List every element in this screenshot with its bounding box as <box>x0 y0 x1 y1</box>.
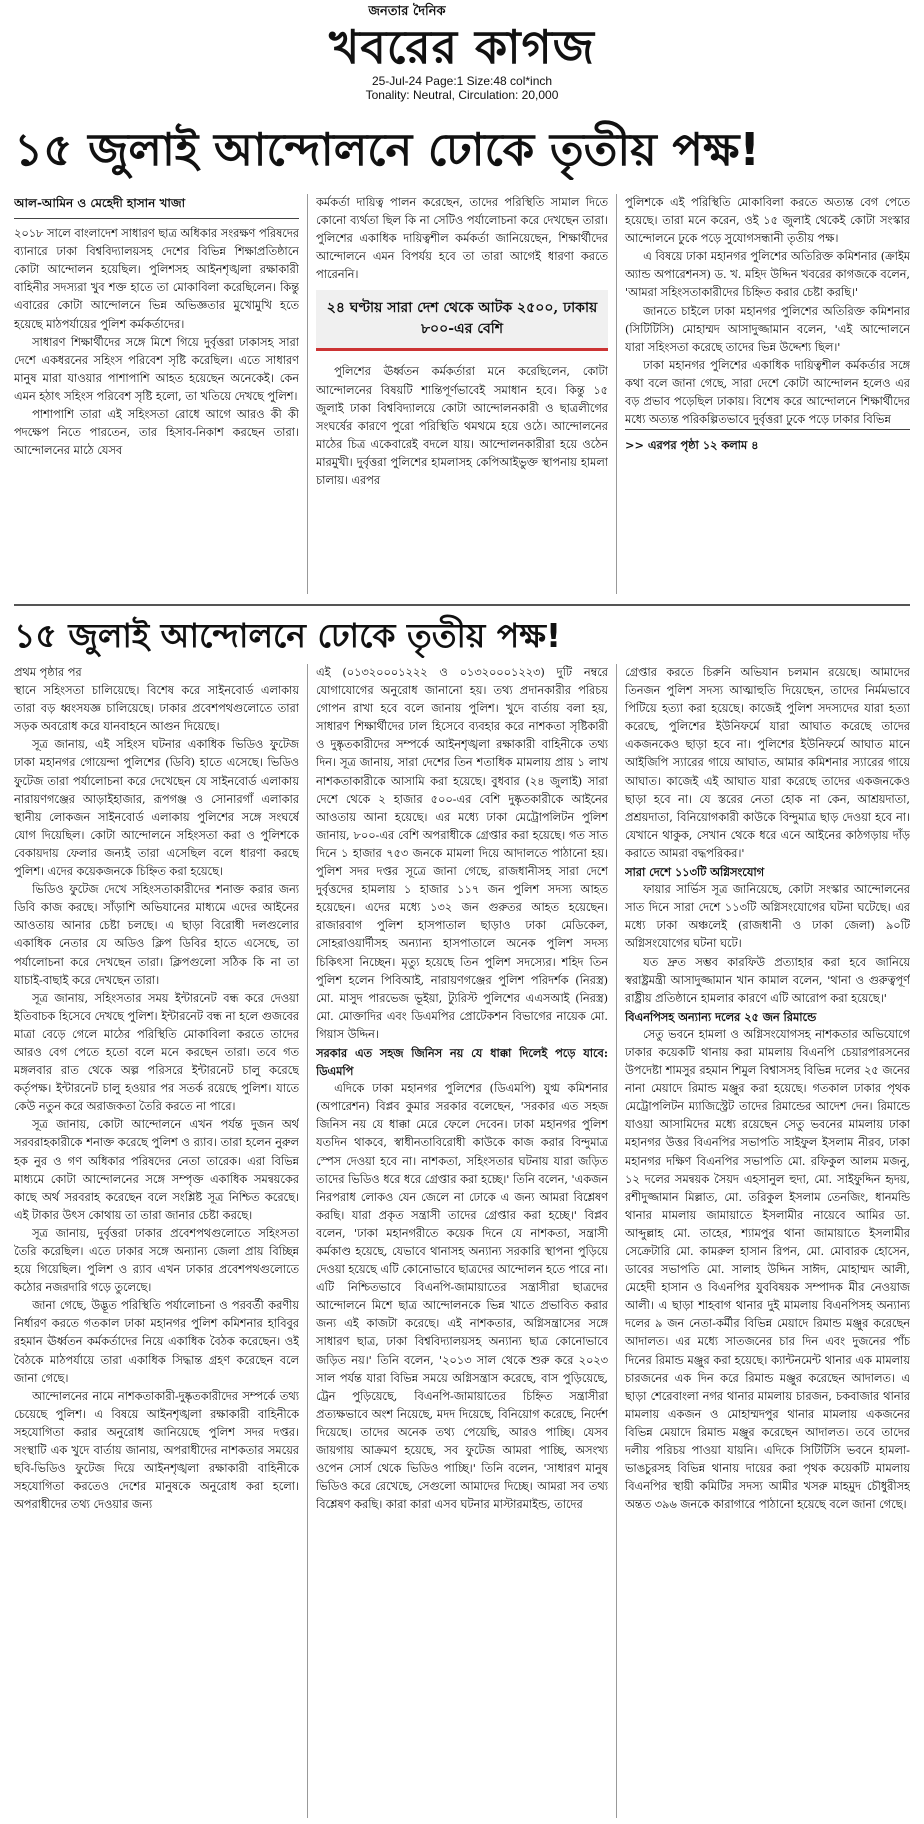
paragraph: সূত্র জানায়, এই সহিংস ঘটনার একাধিক ভিডিও ফুটেজ ঢাকা মহানগর গোয়েন্দা পুলিশের (ডিবি) হাতে এসেছে। ভিডিও ফুটেজ তারা পর্যালোচনা করে দেখেছেন যে সাইনবোর্ড এলাকায় নারায়ণগঞ্জের আড়াইহাজার, রূপগঞ্জ ও সোনারগাঁ এলাকার স্থানীয় লোকজন সাইনবোর্ড এলাকায় পুলিশের সঙ্গে সংঘর্ষে যোগ দিয়েছিল। কোটা আন্দোলনে সহিংসতা করা ও পুলিশকে বেকায়দায় ফেলার জন্যই তারা এসেছিল বলে ধারণা করছে পুলিশ। এদের কয়েকজনকে চিহ্নিত করা হয়েছে। <box>14 738 299 879</box>
clipping-meta-line2: Tonality: Neutral, Circulation: 20,000 <box>365 88 559 102</box>
top-headline: ১৫ জুলাই আন্দোলনে ঢোকে তৃতীয় পক্ষ! <box>14 123 760 176</box>
top-column-3 <box>625 194 910 588</box>
paragraph: সেতু ভবনে হামলা ও অগ্নিসংযোগসহ নাশকতার অভিযোগে ঢাকার কয়েকটি থানায় করা মামলায় বিএনপি চেয়ারপারসনের উপদেষ্টা শামসুর রহমান শিমুল বিশ্বাসসহ বিভিন্ন দলের ২৫ জনের নানা মেয়াদে রিমান্ড মঞ্জুর করা হয়েছে। গতকাল ঢাকার পৃথক মেট্রোপলিটন ম্যাজিস্ট্রেট তাদের রিমান্ডের আদেশ দেন। রিমান্ডে যাওয়া আসামিদের মধ্যে রয়েছেন সেতু ভবনের মামলায় ঢাকা মহানগর উত্তর বিএনপির সভাপতি সাইফুল ইসলাম নীরব, ঢাকা মহানগর দক্ষিণ বিএনপির সভাপতি মো. রফিকুল আলম মজনু, ১২ দলের সমন্বয়ক সৈয়দ এহসানুল হুদা, মো. সাইফুদ্দিন হৃদয়, রশীদুজ্জামান মিল্লাত, মো. তরিকুল ইসলাম তেনজিং, ধানমন্ডি থানার মামলায় জামায়াতে ইসলামীর নায়েবে আমির ডা. আব্দুল্লাহ মো. তাহের, শ্যামপুর থানা জামায়াতে ইসলামীর সেক্রেটারি মো. কামরুল হাসান রিপন, মো. মোবারক হোসেন, ডাবের সভাপতি মো. সালাহ উদ্দিন সাঈদ, মোহাম্মদ আলী, মেহেদী হাসান ও বিএনপির যুববিষয়ক সম্পাদক মীর নেওয়াজ আলী। এ ছাড়া শাহবাগ থানার দুই মামলায় বিএনপিসহ অন্যান্য দলের ৯ জন নেতা-কর্মীর বিভিন্ন মেয়াদে রিমান্ড মঞ্জুর করেছেন আদালত। এর মধ্যে সাতজনের চার দিন এবং দুজনের পাঁচ দিনের রিমান্ড মঞ্জুর করা হয়েছে। ক্যান্টনমেন্ট থানার এক মামলায় চারজনের এক দিন করে রিমান্ড মঞ্জুর করেছেন আদালত। এ ছাড়া শেরেবাংলা নগর থানার মামলায় চারজন, চকবাজার থানার মামলায় একজন ও মোহাম্মদপুর থানার মামলায় একজনের বিভিন্ন মেয়াদে রিমান্ড মঞ্জুর করেছেন আদালত। তবে তাদের দলীয় পরিচয় পাওয়া যায়নি। এদিকে সিটিটিসি ভবনে হামলা-ভাঙচুরসহ বিভিন্ন থানায় দায়ের করা পৃথক কয়েকটি মামলায় বিএনপির স্থায়ী কমিটির সদস্য আমীর খসরু মাহমুদ চৌধুরীসহ অন্তত ৩৯৬ জনকে কারাগারে পাঠানো হয়েছে বলে জানা গেছে। <box>625 1027 910 1512</box>
paragraph: পাশাপাশি তারা এই সহিংসতা রোধে আগে আরও কী কী পদক্ষেপ নিতে পারতেন, তার হিসাব-নিকাশ করছেন তারা। আন্দোলনের মাঠে যেসব <box>14 408 299 458</box>
bottom-column-1 <box>14 664 299 1818</box>
column-divider <box>616 664 617 1818</box>
paragraph: সাধারণ শিক্ষার্থীদের সঙ্গে মিশে গিয়ে দুর্বৃত্তরা ঢাকাসহ সারা দেশে একধরনের সহিংস পরিবেশ সৃষ্টি করেছিল। এতে সাধারণ মানুষ মারা যাওয়ার পাশাপাশি আহত হয়েছেন অনেকেই। কেন এমন হঠাৎ সহিংস পরিবেশ সৃষ্টি হলো, তা খতিয়ে দেখছে পুলিশ। <box>14 335 299 403</box>
pull-quote: ২৪ ঘণ্টায় সারা দেশ থেকে আটক ২৫০০, ঢাকায় ৮০০-এর বেশি <box>316 290 608 351</box>
paragraph: ফায়ার সার্ভিস সূত্র জানিয়েছে, কোটা সংস্কার আন্দোলনের সাত দিনে সারা দেশে ১১৩টি অগ্নিসংযোগের ঘটনা ঘটেছে। এর মধ্যে ঢাকা অঞ্চলেই (রাজধানী ও ঢাকা জেলা) ৯০টি অগ্নিসংযোগের ঘটনা ঘটে। <box>625 883 910 951</box>
masthead <box>0 4 924 102</box>
subheading: বিএনপিসহ অন্যান্য দলের ২৫ জন রিমান্ডে <box>625 1009 817 1024</box>
bottom-column-2 <box>316 664 608 1818</box>
paragraph: এদিকে ঢাকা মহানগর পুলিশের (ডিএমপি) যুগ্ম কমিশনার (অপারেশন) বিপ্লব কুমার সরকার বলেছেন, 'সরকার এত সহজ জিনিস নয় যে ধাক্কা মেরে ফেলে দেবেন। ঢাকা মহানগর পুলিশ যতদিন থাকবে, স্বাধীনতাবিরোধী কাউকে কাজ করার বিন্দুমাত্র স্পেস দেওয়া হবে না। নাশকতা, সহিংসতার ঘটনায় যারা জড়িত তাদের ভিডিও ধরে ধরে গ্রেপ্তার করা হচ্ছে।' তিনি বলেন, 'একজন নিরপরাধ লোকও যেন জেলে না ঢোকে এ জন্য আমরা বিশ্লেষণ করছি। যারা প্রকৃত সন্ত্রাসী তাদের গ্রেপ্তার করা হচ্ছে।' বিপ্লব বলেন, 'ঢাকা মহানগরীতে কয়েক দিনে যে নাশকতা, সন্ত্রাসী কর্মকাণ্ড হয়েছে, যেভাবে থানাসহ অন্যান্য সরকারি স্থাপনা পুড়িয়ে দেওয়া হয়েছে এটি কোনোভাবে ছাত্রদের আন্দোলন হতে পারে না। এটি নিশ্চিতভাবে বিএনপি-জামায়াতের সন্ত্রাসীরা ছাত্রদের আন্দোলনে মিশে ছাত্র আন্দোলনকে ভিন্ন খাতে প্রভাবিত করার জন্য এই কাজটা করেছে। এই নাশকতার, অগ্নিসন্ত্রাসের সঙ্গে সাধারণ ছাত্র, ঢাকা বিশ্ববিদ্যালয়সহ অন্যান্য ছাত্র কোনোভাবে জড়িত নয়।' তিনি বলেন, '২০১৩ সাল থেকে শুরু করে ২০২৩ সাল পর্যন্ত যারা বিভিন্ন সময়ে অগ্নিসন্ত্রাস করেছে, বাস পুড়িয়েছে, ট্রেন পুড়িয়েছে, বিএনপি-জামায়াতের চিহ্নিত সন্ত্রাসীরা প্রত্যক্ষভাবে অংশ নিয়েছে, মদদ দিয়েছে, বিনিয়োগ করেছে, নির্দেশ দিয়েছে। তাদের অনেক তথ্য পেয়েছি, আরও পাচ্ছি। যেসব জায়গায় আক্রমণ হয়েছে, সব ফুটেজ আমরা পাচ্ছি, অসংখ্য ওপেন সোর্স থেকে ভিডিও পাচ্ছি।' তিনি বলেন, 'সাধারণ মানুষ ভিডিও করে রেখেছে, সেগুলো আমাদের দিচ্ছে। আমরা সব তথ্য বিশ্লেষণ করছি। কারা কারা এসব ঘটনার মাস্টারমাইন্ড, তাদের <box>316 1082 608 1512</box>
paragraph: ঢাকা মহানগর পুলিশের একাধিক দায়িত্বশীল কর্মকর্তার সঙ্গে কথা বলে জানা গেছে, সারা দেশে কোটা আন্দোলন হলেও এর বড় প্রভাব পড়েছিল ঢাকায়। বিশেষ করে আন্দোলনে শিক্ষার্থীদের মধ্যে অত্যন্ত পরিকল্পিতভাবে দুর্বৃত্তরা ঢুকে পড়ে ঢাকার বিভিন্ন <box>625 358 910 427</box>
paragraph: আন্দোলনের নামে নাশকতাকারী-দুষ্কৃতকারীদের সম্পর্কে তথ্য চেয়েছে পুলিশ। এ বিষয়ে আইনশৃঙ্খলা রক্ষাকারী বাহিনীকে সহযোগিতা করার অনুরোধ জানিয়েছে পুলিশ সদর দপ্তর। সংস্থাটি এক খুদে বার্তায় জানায়, অপরাধীদের নাশকতার সময়ের ছবি-ভিডিও ফুটেজ দিয়ে আইনশৃঙ্খলা রক্ষাকারী বাহিনীকে সহযোগিতা করতেও দেশের মানুষকে অনুরোধ করা হলো। অপরাধীদের তথ্য দেওয়ার জন্য <box>14 1389 299 1512</box>
paragraph: সূত্র জানায়, দুর্বৃত্তরা ঢাকার প্রবেশপথগুলোতে সহিংসতা তৈরি করেছিল। এতে ঢাকার সঙ্গে অন্যান্য জেলা প্রায় বিচ্ছিন্ন হয়ে গিয়েছিল। পুলিশ ও র‍্যাব এখন ঢাকার প্রবেশপথগুলোতে কঠোর নজরদারি গড়ে তুলেছে। <box>14 1226 299 1295</box>
column-divider <box>307 664 308 1818</box>
newspaper-name: খবরের কাগজ <box>329 20 595 74</box>
paragraph: পুলিশের ঊর্ধ্বতন কর্মকর্তারা মনে করেছিলেন, কোটা আন্দোলনের বিষয়টি শান্তিপূর্ণভাবেই সমাধান হবে। কিন্তু ১৫ জুলাই ঢাকা বিশ্ববিদ্যালয়ে কোটা আন্দোলনকারী ও ছাত্রলীগের সংঘর্ষের কারণে পুরো পরিস্থিতি থমথমে হয়ে ওঠে। আন্দোলনের মাঠের চিত্র একেবারেই বদলে যায়। আন্দোলনকারীরা হয়ে ওঠেন মারমুখী। দুর্বৃত্তরা পুলিশের হামলাসহ কেপিআইভুক্ত স্থাপনায় হামলা চালায়। এরপর <box>316 365 608 488</box>
paragraph: ২০১৮ সালে বাংলাদেশ সাধারণ ছাত্র অধিকার সংরক্ষণ পরিষদের ব্যানারে ঢাকা বিশ্ববিদ্যালয়সহ দেশের বিভিন্ন শিক্ষাপ্রতিষ্ঠানে কোটা আন্দোলন হয়েছিল। পুলিশসহ আইনশৃঙ্খলা রক্ষাকারী বাহিনীর সদস্যরা খুব শক্ত হাতে তা মোকাবিলা করেছিলেন। কিন্তু এবারের কোটা আন্দোলনে ভিন্ন অভিজ্ঞতার মুখোমুখি হতে হয়েছে মাঠপর্যায়ের পুলিশ কর্মকর্তাদের। <box>14 227 299 331</box>
top-column-1 <box>14 194 299 588</box>
paragraph: জানতে চাইলে ঢাকা মহানগর পুলিশের অতিরিক্ত কমিশনার (সিটিটিসি) মোহাম্মদ আসাদুজ্জামান বলেন, 'এই আন্দোলনে যারা সহিংসতা করেছে তাদের ভিন্ন উদ্দেশ্য ছিল।' <box>625 304 910 354</box>
paragraph: সূত্র জানায়, সহিংসতার সময় ইন্টারনেট বন্ধ করে দেওয়া ইতিবাচক হিসেবে দেখছে পুলিশ। ইন্টারনেট বন্ধ না হলে গুজবের মাত্রা বেড়ে গেলে মাঠের পরিস্থিতি মোকাবিলা করতে তাদের আরও বেগ পেতে হতো বলে মনে করছেন তারা। তবে গত মঙ্গলবার রাত থেকে অল্প পরিসরে ইন্টারনেট চালু করেছে কর্তৃপক্ষ। ইন্টারনেট চালু হওয়ার পর সতর্ক রয়েছে পুলিশ। যাতে কেউ নতুন করে অরাজকতা তৈরি করতে না পারে। <box>14 991 299 1114</box>
masthead-tagline: জনতার দৈনিক <box>368 4 446 19</box>
subheading: সরকার এত সহজ জিনিস নয় যে ধাক্কা দিলেই পড়ে যাবে: ডিএমপি <box>316 1045 608 1079</box>
bottom-headline: ১৫ জুলাই আন্দোলনে ঢোকে তৃতীয় পক্ষ! <box>14 616 562 655</box>
subheading: সারা দেশে ১১৩টি অগ্নিসংযোগ <box>625 865 765 880</box>
column-divider <box>307 194 308 594</box>
bottom-column-3 <box>625 664 910 1818</box>
paragraph: পুলিশকে এই পরিস্থিতি মোকাবিলা করতে অত্যন্ত বেগ পেতে হয়েছে। তারা মনে করেন, ওই ১৫ জুলাই থেকেই কোটা সংস্কার আন্দোলনে ঢুকে পড়ে সুযোগসন্ধানী তৃতীয় পক্ষ। <box>625 196 910 246</box>
paragraph: যত দ্রুত সম্ভব কারফিউ প্রত্যাহার করা হবে জানিয়ে স্বরাষ্ট্রমন্ত্রী আসাদুজ্জামান খান কামাল বলেন, 'থানা ও গুরুত্বপূর্ণ রাষ্ট্রীয় প্রতিষ্ঠানে হামলার কারণে এটি আরোপ করা হয়েছে।' <box>625 955 910 1005</box>
clipping-meta-line1: 25-Jul-24 Page:1 Size:48 col*inch <box>371 74 553 88</box>
paragraph: এই (০১৩২০০০১২২২ ও ০১৩২০০০১২২৩) দুটি নম্বরে যোগাযোগের অনুরোধ জানানো হয়। তথ্য প্রদানকারীর পরিচয় গোপন রাখা হবে বলে জানায় পুলিশ। খুদে বার্তায় বলা হয়, সাধারণ শিক্ষার্থীদের ঢাল হিসেবে ব্যবহার করে নাশকতা সৃষ্টিকারী ও দুষ্কৃতকারীদের সম্পর্কে আইনশৃঙ্খলা রক্ষাকারী বাহিনীকে তথ্য দিন। সূত্র জানায়, সারা দেশের তিন শতাধিক মামলায় প্রায় ১ লাখ নাশকতাকারীকে আসামি করা হয়েছে। বুধবার (২৪ জুলাই) সারা দেশে থেকে ২ হাজার ৫০০-এর বেশি দুষ্কৃতকারীকে আইনের আওতায় আনা হয়েছে। এর মধ্যে ঢাকা মেট্রোপলিটন পুলিশ জানায়, ৮০০-এর বেশি অপরাধীকে গ্রেপ্তার করা হয়েছে। গত সাত দিনে ১ হাজার ৭৫৩ জনকে মামলা দিয়ে আদালতে পাঠানো হয়। পুলিশ সদর দপ্তর সূত্রে জানা গেছে, রাজধানীসহ সারা দেশে দুর্বৃত্তদের হামলায় ১ হাজার ১১৭ জন পুলিশ সদস্য আহত হয়েছেন। এদের মধ্যে ১৩২ জন গুরুতর আহত হয়েছেন। রাজারবাগ পুলিশ হাসপাতাল ছাড়াও ঢাকা মেডিকেল, সোহরাওয়ার্দীসহ অন্যান্য হাসপাতালে অনেক পুলিশ সদস্য চিকিৎসা নিচ্ছেন। মৃত্যু হয়েছে তিন পুলিশ সদস্যের। শহিদ তিন পুলিশ হলেন পিবিআই, নারায়ণগঞ্জের পুলিশ পরিদর্শক (নিরস্ত্র) মো. মাসুদ পারভেজ ভূইয়া, ট্যুরিস্ট পুলিশের এএসআই (নিরস্ত্র) মো. মোক্তাদির এবং ডিএমপির প্রোটেকশন বিভাগের নায়েক মো. গিয়াস উদ্দিন। <box>316 666 608 1041</box>
continued-from-label: প্রথম পৃষ্ঠার পর <box>14 666 82 679</box>
paragraph: ভিডিও ফুটেজ দেখে সহিংসতাকারীদের শনাক্ত করার জন্য ডিবি কাজ করছে। সাঁড়াশি অভিযানের মাধ্যমে এদের আইনের আওতায় আনার চেষ্টা চলছে। এ ছাড়া বিরোধী দলগুলোর একাধিক নেতার যে অডিও ক্লিপ ডিবির হাতে এসেছে, তা পর্যালোচনা করে দেখছেন তারা। ক্লিপগুলো সঠিক কি না তা যাচাই-বাছাই করে দেখছেন তারা। <box>14 883 299 987</box>
paragraph: স্থানে সহিংসতা চালিয়েছে। বিশেষ করে সাইনবোর্ড এলাকায় তারা বড় ধ্বংসযজ্ঞ চালিয়েছে। ঢাকার প্রবেশপথগুলোতে তারা সড়ক অবরোধ করে যানবাহনে আগুন দিয়েছে। <box>14 684 299 734</box>
column-divider <box>616 194 617 594</box>
byline: আল-আমিন ও মেহেদী হাসান খাজা <box>14 194 299 219</box>
paragraph: কর্মকর্তা দায়িত্ব পালন করেছেন, তাদের পরিস্থিতি সামাল দিতে কোনো ব্যর্থতা ছিল কি না সেটিও পর্যালোচনা করে দেখছেন তারা। পুলিশের একাধিক দায়িত্বশীল কর্মকর্তা জানিয়েছেন, শিক্ষার্থীদের আন্দোলনে এমন বিপর্যয় হবে তা তারা আগেই ধারণা করতে পারেননি। <box>316 196 608 282</box>
paragraph: এ বিষয়ে ঢাকা মহানগর পুলিশের অতিরিক্ত কমিশনার (ক্রাইম অ্যান্ড অপারেশনস) ড. খ. মহিদ উদ্দিন খবরের কাগজকে বলেন, 'আমরা সহিংসতাকারীদের চিহ্নিত করার চেষ্টা করছি।' <box>625 250 910 300</box>
section-divider <box>14 604 910 606</box>
paragraph: সূত্র জানায়, কোটা আন্দোলনে এখন পর্যন্ত দুজন অর্থ সরবরাহকারীকে শনাক্ত করেছে পুলিশ ও র‍্যাব। তারা হলেন নুরুল হক নুর ও গণ অধিকার পরিষদের নেতা তারেক। এরা বিভিন্ন মাধ্যমে কোটা আন্দোলনের সঙ্গে সম্পৃক্ত একাধিক সমন্বয়কের কাছে অর্থ সরবরাহ করেছেন বলে সংশ্লিষ্ট সূত্র নিশ্চিত করেছে। এই টাকার উৎস কোথায় তা তারা জানার চেষ্টা করছে। <box>14 1118 299 1222</box>
paragraph: জানা গেছে, উদ্ভূত পরিস্থিতি পর্যালোচনা ও পরবর্তী করণীয় নির্ধারণ করতে গতকাল ঢাকা মহানগর পুলিশ কমিশনার হাবিবুর রহমান ঊর্ধ্বতন কর্মকর্তাদের নিয়ে একাধিক বৈঠক করেছেন। ওই বৈঠকে মাঠপর্যায়ে তারা একাধিক সিদ্ধান্ত গ্রহণ করেছেন বলে জানা গেছে। <box>14 1299 299 1385</box>
continued-note: >> এরপর পৃষ্ঠা ১২ কলাম ৪ <box>625 429 910 454</box>
paragraph: গ্রেপ্তার করতে চিরুনি অভিযান চলমান রয়েছে। আমাদের তিনজন পুলিশ সদস্য আত্মাহুতি দিয়েছেন, তাদের নির্মমভাবে পিটিয়ে হত্যা করা হয়েছে। কাজেই পুলিশ সদস্যদের যারা হত্যা করেছে, পুলিশের ইউনিফর্মে যারা আঘাত করেছে তাদের একজনকেও ছাড়া হবে না। পুলিশের ইউনিফর্মে আঘাত মানে আইজিপি স্যারের গায়ে আঘাত, আমার কমিশনার স্যারের গায়ে আঘাত। কাজেই এই আঘাত যারা করেছে তাদের একজনকেও ছাড়া হবে না। যে স্তরের নেতা হোক না কেন, আশ্রয়দাতা, প্রশ্রয়দাতা, বিনিয়োগকারী কাউকে বিন্দুমাত্র ছাড় দেওয়া হবে না। যেখানে থাকুক, সেখান থেকে ধরে এনে আইনের কাঠগড়ায় দাঁড় করাতে আমরা বদ্ধপরিকর।' <box>625 666 910 860</box>
top-column-2 <box>316 194 608 588</box>
